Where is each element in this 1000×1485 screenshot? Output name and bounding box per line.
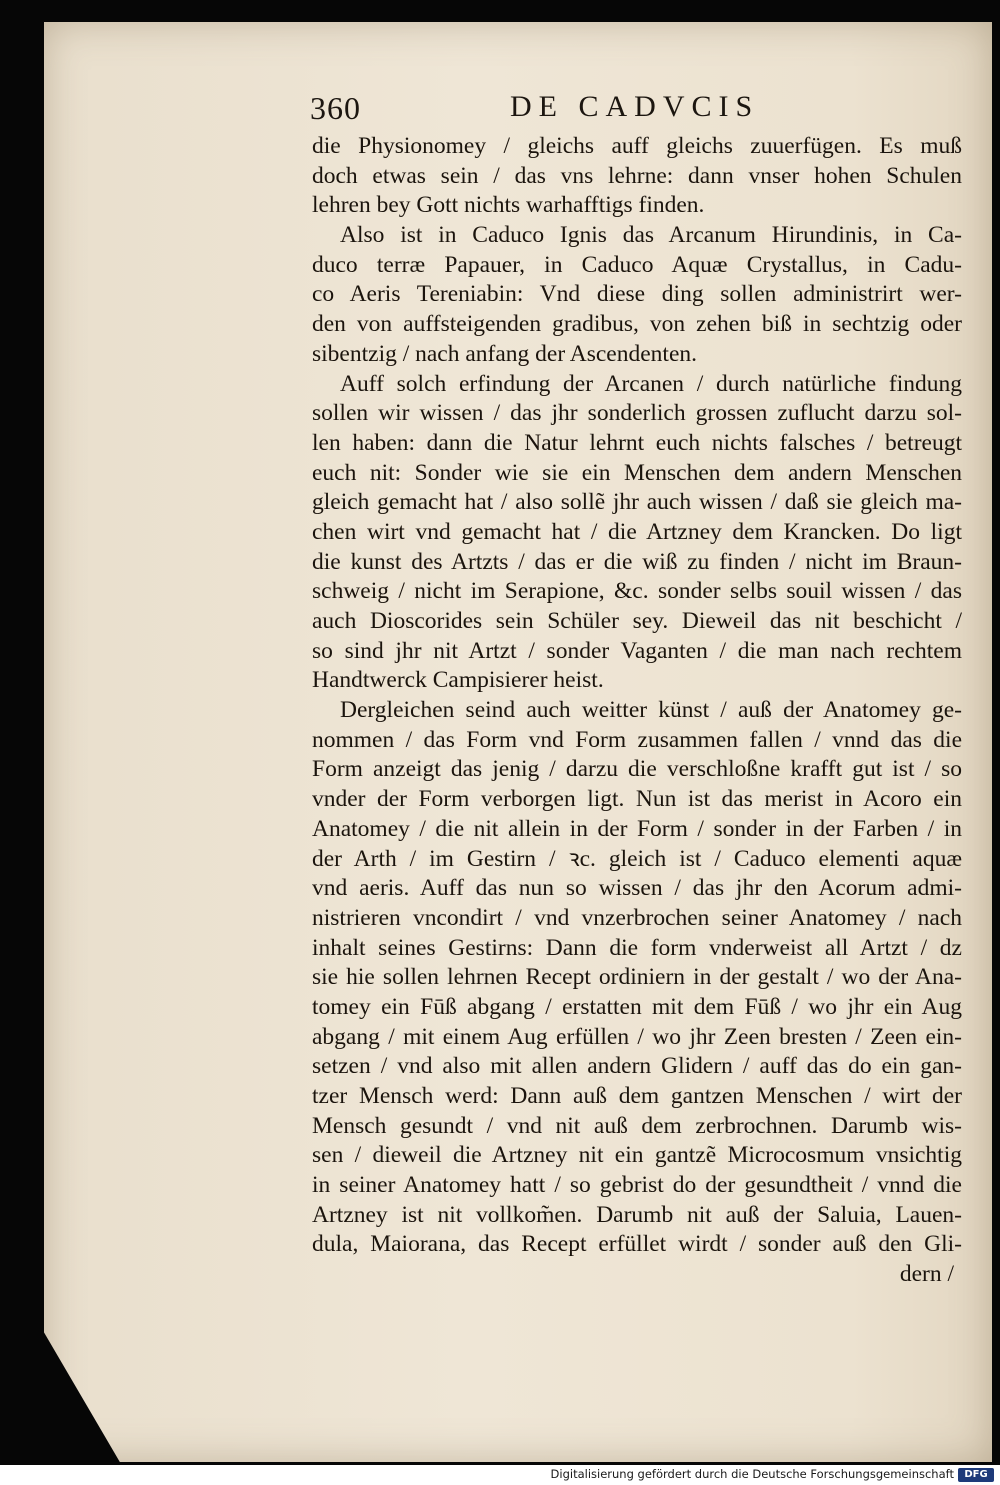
text-line: vnd aeris. Auff das nun so wissen / das jhr den Acorum admi-	[312, 875, 962, 902]
text-line: sen / dieweil die Artzney nit ein gantzẽ Microcosmum vnsichtig	[312, 1142, 962, 1169]
text-line: die kunst des Artzts / das er die wiß zu finden / nicht im Braun-	[312, 548, 962, 575]
text-line: Auff solch erfindung der Arcanen / durch natürliche findung	[340, 370, 962, 397]
text-line: tomey ein Fūß abgang / erstatten mit dem Fūß / wo jhr ein Aug	[312, 993, 962, 1020]
text-line: vnder der Form verborgen ligt. Nun ist das merist in Acoro ein	[312, 786, 962, 813]
running-head	[262, 82, 902, 126]
funding-credit: Digitalisierung gefördert durch die Deutsche Forschungsgemeinschaft	[550, 1467, 954, 1481]
text-line: setzen / vnd also mit allen andern Glidern / auff das do ein gan-	[312, 1053, 962, 1080]
text-line: len haben: dann die Natur lehrnt euch nichts falsches / betreugt	[312, 429, 962, 456]
text-line: Mensch gesundt / vnd nit auß dem zerbrochnen. Darumb wis-	[312, 1112, 962, 1139]
text-line: doch etwas sein / das vns lehrne: dann vnser hohen Schulen	[312, 162, 962, 189]
text-line: Artzney ist nit vollkom̃en. Darumb nit auß der Saluia, Lauen-	[312, 1201, 962, 1228]
running-title: DE CADVCIS	[510, 90, 760, 123]
text-line: Form anzeigt das jenig / darzu die verschloßne krafft gut ist / so	[312, 756, 962, 783]
text-line: in seiner Anatomey hatt / so gebrist do der gesundtheit / vnnd die	[312, 1172, 962, 1199]
text-line: so sind jhr nit Artzt / sonder Vaganten / die man nach rechtem	[312, 637, 962, 664]
dfg-logo[interactable]: DFG	[958, 1468, 994, 1482]
text-line: den von auffsteigenden gradibus, von zehen biß in sechtzig oder	[312, 311, 962, 338]
text-line: duco terræ Papauer, in Caduco Aquæ Crystallus, in Cadu-	[312, 251, 962, 278]
text-line: inhalt seines Gestirns: Dann die form vnderweist all Artzt / dz	[312, 934, 962, 961]
text-line: sie hie sollen lehrnen Recept ordiniern in der gestalt / wo der Ana-	[312, 964, 962, 991]
text-line: auch Dioscorides sein Schüler sey. Dieweil das nit beschicht /	[312, 608, 962, 634]
text-line: nommen / das Form vnd Form zusammen fallen / vnnd das die	[312, 726, 962, 753]
text-line: lehren bey Gott nichts warhafftigs finden.	[312, 192, 705, 219]
text-line: co Aeris Tereniabin: Vnd diese ding sollen administrirt wer-	[312, 281, 962, 308]
text-line: gleich gemacht hat / also sollẽ jhr auch wissen / daß sie gleich ma-	[312, 489, 962, 516]
text-line: Anatomey / die nit allein in der Form / sonder in der Farben / in	[312, 815, 962, 842]
text-line: nistrieren vncondirt / vnd vnzerbrochen seiner Anatomey / nach	[312, 904, 962, 931]
text-line: der Arth / im Gestirn / ꝛc. gleich ist / Caduco elementi aquæ	[312, 845, 962, 872]
text-line: Handtwerck Campisierer heist.	[312, 667, 604, 694]
text-line: chen wirt vnd gemacht hat / die Artzney dem Krancken. Do ligt	[312, 518, 962, 545]
page-number: 360	[310, 90, 361, 126]
text-line: sollen wir wissen / das jhr sonderlich grossen zuflucht darzu sol-	[312, 400, 962, 427]
body-text	[312, 132, 962, 1290]
text-line: schweig / nicht im Serapione, &c. sonder selbs souil wissen / das	[312, 578, 962, 605]
footer-bar	[0, 1465, 1000, 1485]
text-line: Dergleichen seind auch weitter künst / auß der Anatomey ge-	[340, 697, 962, 724]
text-line: euch nit: Sonder wie sie ein Menschen dem andern Menschen	[312, 459, 962, 486]
text-line: abgang / mit einem Aug erfüllen / wo jhr Zeen bresten / Zeen ein-	[312, 1023, 962, 1050]
text-line: die Physionomey / gleichs auff gleichs zuuerfügen. Es muß	[312, 133, 962, 159]
text-line: dula, Maiorana, das Recept erfüllet wirdt / sonder auß den Gli-	[312, 1231, 962, 1258]
text-line: tzer Mensch werd: Dann auß dem gantzen Menschen / wirt der	[312, 1083, 962, 1109]
text-line: dern /	[899, 1261, 954, 1288]
text-line: sibentzig / nach anfang der Ascendenten.	[312, 340, 697, 367]
text-line: Also ist in Caduco Ignis das Arcanum Hirundinis, in Ca-	[340, 222, 962, 249]
